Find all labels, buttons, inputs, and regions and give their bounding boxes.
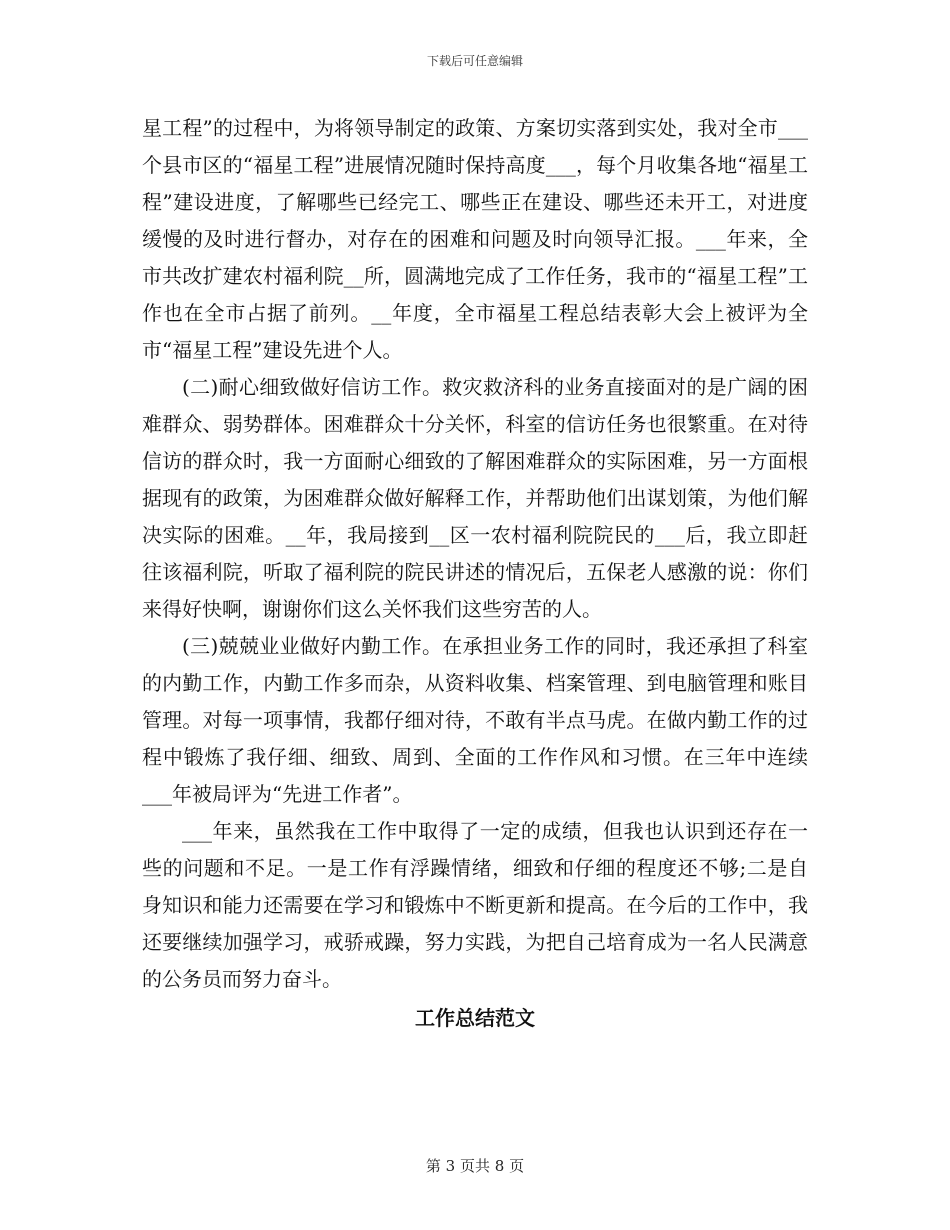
paragraph-section-3: (三)兢兢业业做好内勤工作。在承担业务工作的同时，我还承担了科室的内勤工作，内勤工作多而杂，从资料收集、档案管理、到电脑管理和账目管理。对每一项事情，我都仔细对待，不敢有半点马虎。在做内勤工作的过程中锻炼了我仔细、细致、周到、全面的工作作风和习惯。在三年中连续___年被局评为“先进工作者”。 — [142, 634, 808, 806]
section-title: 工作总结范文 — [415, 1006, 535, 1030]
paragraph-section-2: (二)耐心细致做好信访工作。救灾救济科的业务直接面对的是广阔的困难群众、弱势群体。困难群众十分关怀，科室的信访任务也很繁重。在对待信访的群众时，我一方面耐心细致的了解困难群众的实际困难，另一方面根据现有的政策，为困难群众做好解释工作，并帮助他们出谋划策，为他们解决实际的困难。__年，我局接到__区一农村福利院院民的___后，我立即赶往该福利院，听取了福利院的院民讲述的情况后，五保老人感激的说：你们来得好快啊，谢谢你们这么关怀我们这些穷苦的人。 — [142, 375, 808, 621]
paragraph-conclusion: ___年来，虽然我在工作中取得了一定的成绩，但我也认识到还存在一些的问题和不足。一是工作有浮躁情绪，细致和仔细的程度还不够;二是自身知识和能力还需要在学习和锻炼中不断更新和提高。在今后的工作中，我还要继续加强学习，戒骄戒躁，努力实践，为把自己培育成为一名人民满意的公务员而努力奋斗。 — [142, 819, 808, 991]
paragraph-continued: 星工程”的过程中，为将领导制定的政策、方案切实落到实处，我对全市___个县市区的“福星工程”进展情况随时保持高度___，每个月收集各地“福星工程”建设进度，了解哪些已经完工、哪些正在建设、哪些还未开工，对进度缓慢的及时进行督办，对存在的困难和问题及时向领导汇报。___年来，全市共改扩建农村福利院__所，圆满地完成了工作任务，我市的“福星工程”工作也在全市占据了前列。__年度，全市福星工程总结表彰大会上被评为全市“福星工程”建设先进个人。 — [142, 116, 808, 362]
page-header-note: 下载后可任意编辑 — [426, 54, 523, 68]
document-body — [142, 110, 808, 1037]
page-number: 第 3 页共 8 页 — [425, 1157, 525, 1175]
